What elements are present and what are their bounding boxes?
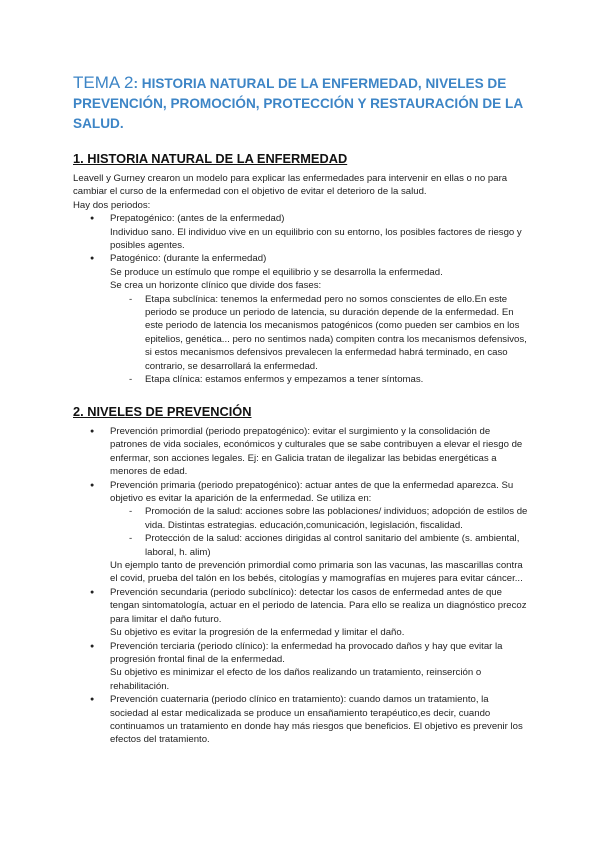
list-item-patogenico [73,252,528,292]
prepatogenico-label: ● Prepatogénico: (antes de la enfermedad) [110,213,285,225]
section2-body [73,425,528,747]
document-title [73,73,533,134]
patogenico-text2: Se crea un horizonte clínico que divide dos fases: [110,280,322,292]
patogenico-label: ● Patogénico: (durante la enfermedad) [110,253,267,265]
patogenico-text1: Se produce un estímulo que rompe el equilibrio y se desarrolla la enfermedad. [110,266,443,278]
list-item-terciaria [73,640,528,694]
periods-intro: Hay dos periodos: [73,199,151,211]
section1-body [73,172,528,387]
list-item-prepatogenico [73,212,528,252]
prepatogenico-text: Individuo sano. El individuo vive en un equilibrio con su entorno, los posibles factores de riesgo y posibles agentes. [110,226,522,252]
prevention-list [73,425,528,505]
phases-list [73,293,528,387]
terciaria-text: ● Prevención terciaria (periodo clínico): la enfermedad ha provocado daños y hay que evitar la progresión frontal final de la enfermedad. [110,640,503,665]
list-item-cuaternaria: ● Prevención cuaternaria (periodo clínico en tratamiento): cuando damos un tratamiento, la sociedad al estar medicalizada se produce un ensañamiento terapéutico,es decir, cuando continuamos un tratamiento en donde hay más riesgos que beneficios. El objetivo es prevenir los efectos del tratamiento. [73,693,528,747]
list-item-secundaria [73,586,528,640]
secundaria-text: ● Prevención secundaria (periodo subclínico): detectar los casos de enfermedad antes de que tengan sintomatología, actuar en el periodo de latencia. Para ello se realiza un diagnóstico precoz para limitar el daño futuro. [110,586,527,625]
secundaria-objetivo: Su objetivo es evitar la progresión de la enfermedad y limitar el daño. [110,627,405,639]
section2-heading: 2. NIVELES DE PREVENCIÓN [73,404,252,419]
title-rest: : HISTORIA NATURAL DE LA ENFERMEDAD, NIVELES DE PREVENCIÓN, PROMOCIÓN, PROTECCIÓN Y RESTAURACIÓN DE LA SALUD. [73,76,523,131]
prevention-list-2 [73,586,528,747]
title-tema: TEMA 2 [73,73,134,92]
list-item-subclinica: - Etapa subclínica: tenemos la enfermedad pero no somos conscientes de ello.En este periodo se produce un periodo de latencia, su duración depende de la enfermedad. En este periodo de latencia los mecanismos patogénicos (como pueden ser cambios en los epitelios, genética... pero no sentimos nada) compiten contra los mecanismos defensivos, si estos mecanismos defensivos prevalecen la enfermedad habrá terminado, en caso contrario, se desarrollará la enfermedad. [73,293,528,373]
list-item-clinica: - Etapa clínica: estamos enfermos y empezamos a tener síntomas. [73,373,528,386]
primaria-ejemplo: Un ejemplo tanto de prevención primordial como primaria son las vacunas, las mascarillas contra el covid, prueba del talón en los bebés, citologías y mamografías en mujeres para evitar cáncer... [110,560,523,585]
list-item-proteccion: - Protección de la salud: acciones dirigidas al control sanitario del ambiente (s. ambiental, laboral, h. alim) [73,532,528,559]
list-item-promocion: - Promoción de la salud: acciones sobre las poblaciones/ individuos; adopción de estilos de vida. Distintas estrategias. educación,comunicación, legislación, fiscalidad. [73,505,528,532]
list-item-primaria: ● Prevención primaria (periodo prepatogénico): actuar antes de que la enfermedad aparezca. Su objetivo es evitar la aparición de la enfermedad. Se utiliza en: [73,479,528,506]
section1-intro: Leavell y Gurney crearon un modelo para explicar las enfermedades para intervenir en ellas o no para cambiar el curso de la enfermedad con el objetivo de evitar el deterioro de la salud. [73,173,508,198]
primaria-sublist [73,505,528,559]
list-item-primordial: ● Prevención primordial (periodo prepatogénico): evitar el surgimiento y la consolidación de patrones de vida sociales, económicos y culturales que se sabe contribuyen a elevar el riesgo de enfermar, son acciones legales. Ej: en Galicia tratan de ilegalizar las bebidas energéticas a menores de edad. [73,425,528,479]
terciaria-objetivo: Su objetivo es minimizar el efecto de los daños realizando un tratamiento, reinserción o rehabilitación. [110,667,482,692]
section1-heading: 1. HISTORIA NATURAL DE LA ENFERMEDAD [73,151,348,166]
periods-list [73,212,528,292]
